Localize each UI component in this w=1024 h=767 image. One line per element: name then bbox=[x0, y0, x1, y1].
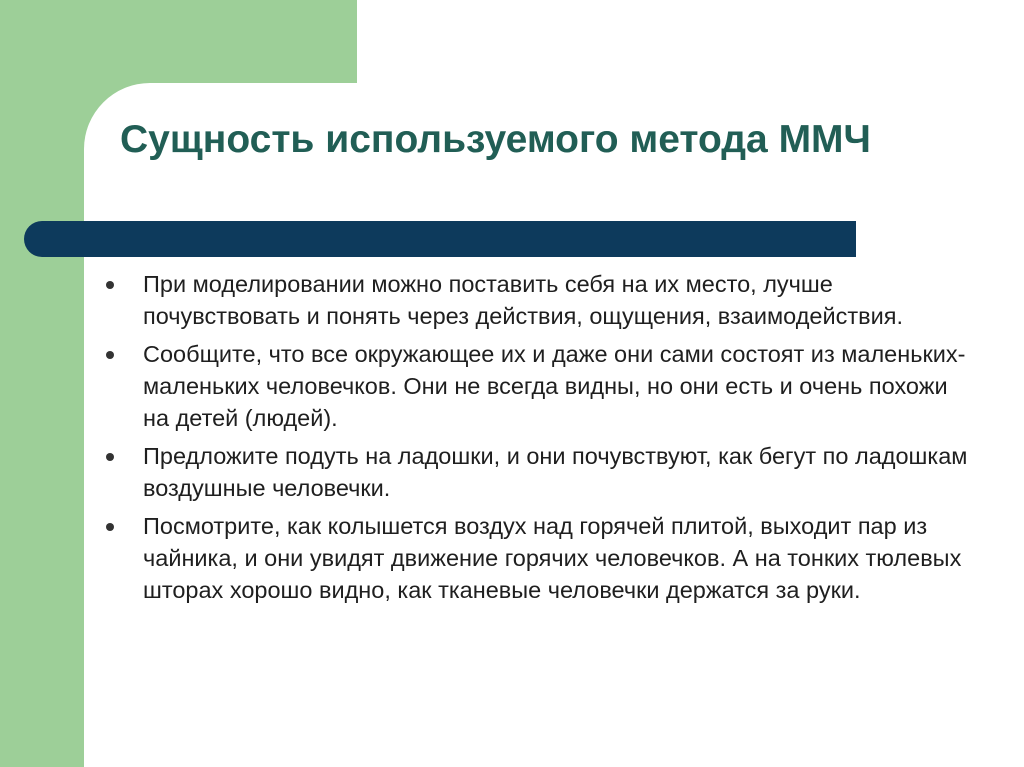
bullet-text: Посмотрите, как колышется воздух над горячей плитой, выходит пар из чайника, и они увидят движение горячих человечков. А на тонких тюлевых шторах хорошо видно, как тканевые человечки держатся за руки. bbox=[143, 513, 962, 603]
bullet-item bbox=[100, 268, 970, 332]
bullet-item bbox=[100, 510, 970, 606]
title-underline-bar bbox=[24, 221, 856, 257]
bullet-text: Предложите подуть на ладошки, и они почувствуют, как бегут по ладошкам воздушные человечки. bbox=[143, 443, 968, 501]
bullet-item bbox=[100, 440, 970, 504]
bullet-dot-icon bbox=[106, 281, 114, 289]
bullet-item bbox=[100, 338, 970, 434]
bullet-dot-icon bbox=[106, 453, 114, 461]
bullet-dot-icon bbox=[106, 351, 114, 359]
bullet-dot-icon bbox=[106, 523, 114, 531]
bullet-text: Сообщите, что все окружающее их и даже они сами состоят из маленьких-маленьких человечков. Они не всегда видны, но они есть и очень похожи на детей (людей). bbox=[143, 341, 966, 431]
slide-title: Сущность используемого метода ММЧ bbox=[120, 118, 871, 161]
bullet-text: При моделировании можно поставить себя на их место, лучше почувствовать и понять через действия, ощущения, взаимодействия. bbox=[143, 271, 903, 329]
bullet-list bbox=[100, 268, 970, 612]
